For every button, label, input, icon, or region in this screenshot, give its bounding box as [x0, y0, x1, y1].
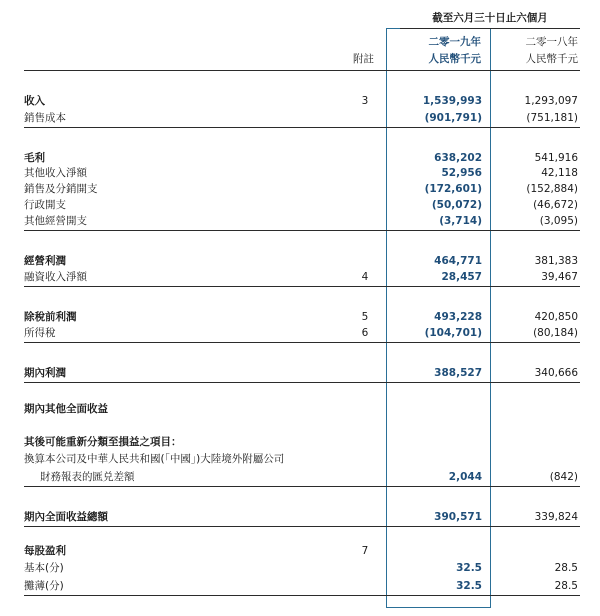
subtotal-rule: [24, 342, 580, 343]
current-year-value: 388,527: [434, 367, 482, 379]
header-rule: [24, 70, 580, 71]
current-year-header: 二零一九年: [428, 36, 481, 48]
row-label: 期內其他全面收益: [24, 403, 108, 415]
current-year-value: 638,202: [434, 152, 482, 164]
prior-year-header: 二零一八年: [525, 36, 578, 48]
prior-year-value: (842): [549, 471, 578, 483]
prior-year-value: (152,884): [526, 183, 578, 195]
current-year-value: 32.5: [456, 580, 482, 592]
prior-year-value: 339,824: [534, 511, 578, 523]
subtotal-rule: [24, 595, 580, 596]
current-year-value: 493,228: [434, 311, 482, 323]
subtotal-rule: [24, 286, 580, 287]
table-row: [0, 366, 600, 380]
table-row: [0, 310, 600, 324]
prior-year-value: (3,095): [539, 215, 578, 227]
table-row: [0, 198, 600, 212]
subtotal-rule: [24, 230, 580, 231]
table-row: [0, 326, 600, 340]
subtotal-rule: [24, 382, 580, 383]
table-row: [0, 111, 600, 125]
current-year-value: (50,072): [431, 199, 482, 211]
table-row: [0, 470, 600, 484]
row-label: 銷售及分銷開支: [24, 183, 98, 195]
table-row: [0, 151, 600, 165]
table-row: [0, 254, 600, 268]
row-label: 財務報表的匯兑差額: [40, 471, 135, 483]
prior-unit-header: 人民幣千元: [525, 53, 578, 65]
current-year-value: 52,956: [441, 167, 482, 179]
current-year-value: 1,539,993: [422, 95, 482, 107]
row-label: 其他經營開支: [24, 215, 87, 227]
current-year-value: 2,044: [448, 471, 482, 483]
current-unit-header: 人民幣千元: [428, 53, 481, 65]
current-year-value: 464,771: [434, 255, 482, 267]
current-year-value: 390,571: [434, 511, 482, 523]
row-label: 銷售成本: [24, 112, 66, 124]
current-year-value: 32.5: [456, 562, 482, 574]
prior-year-value: 42,118: [541, 167, 578, 179]
prior-year-value: 28.5: [554, 580, 578, 592]
row-label: 基本(分): [24, 562, 64, 574]
period-rule: [400, 28, 580, 29]
table-row: [0, 561, 600, 575]
prior-year-value: 381,383: [534, 255, 578, 267]
table-row: [0, 182, 600, 196]
prior-year-value: (46,672): [533, 199, 578, 211]
table-row: [0, 579, 600, 593]
subtotal-rule: [24, 526, 580, 527]
prior-year-value: 420,850: [534, 311, 578, 323]
row-label: 毛利: [24, 152, 45, 164]
table-row: [0, 166, 600, 180]
row-label: 經營利潤: [24, 255, 66, 267]
row-label: 收入: [24, 95, 45, 107]
current-year-value: (104,701): [424, 327, 482, 339]
subtotal-rule: [24, 127, 580, 128]
table-row: [0, 452, 600, 466]
row-label: 換算本公司及中華人民共和國(「中國」)大陸境外附屬公司: [24, 453, 285, 465]
table-row: [0, 214, 600, 228]
current-year-value: (172,601): [424, 183, 482, 195]
table-row: [0, 544, 600, 558]
table-row: [0, 510, 600, 524]
table-row: [0, 435, 600, 449]
current-year-value: 28,457: [441, 271, 482, 283]
row-label: 其後可能重新分類至損益之項目：: [24, 436, 182, 448]
row-label: 融資收入淨額: [24, 271, 87, 283]
prior-year-value: 39,467: [541, 271, 578, 283]
row-note: 6: [361, 327, 369, 339]
row-label: 每股盈利: [24, 545, 66, 557]
current-year-value: (3,714): [439, 215, 482, 227]
table-row: [0, 94, 600, 108]
row-label: 所得稅: [24, 327, 56, 339]
subtotal-rule: [24, 486, 580, 487]
row-note: 7: [361, 545, 369, 557]
row-label: 期內全面收益總額: [24, 511, 108, 523]
note-column-header: 附註: [353, 53, 374, 65]
row-note: 5: [361, 311, 369, 323]
prior-year-value: 1,293,097: [524, 95, 578, 107]
prior-year-value: 340,666: [534, 367, 578, 379]
table-row: [0, 270, 600, 284]
row-label: 除稅前利潤: [24, 311, 77, 323]
prior-year-value: 28.5: [554, 562, 578, 574]
prior-year-value: (80,184): [533, 327, 578, 339]
row-label: 行政開支: [24, 199, 66, 211]
prior-year-value: (751,181): [526, 112, 578, 124]
period-heading: 截至六月三十日止六個月: [432, 12, 548, 24]
current-year-value: (901,791): [424, 112, 482, 124]
row-label: 其他收入淨額: [24, 167, 87, 179]
row-label: 期內利潤: [24, 367, 66, 379]
row-note: 4: [361, 271, 369, 283]
row-label: 攤薄(分): [24, 580, 64, 592]
table-row: [0, 402, 600, 416]
prior-year-value: 541,916: [534, 152, 578, 164]
row-note: 3: [361, 95, 369, 107]
